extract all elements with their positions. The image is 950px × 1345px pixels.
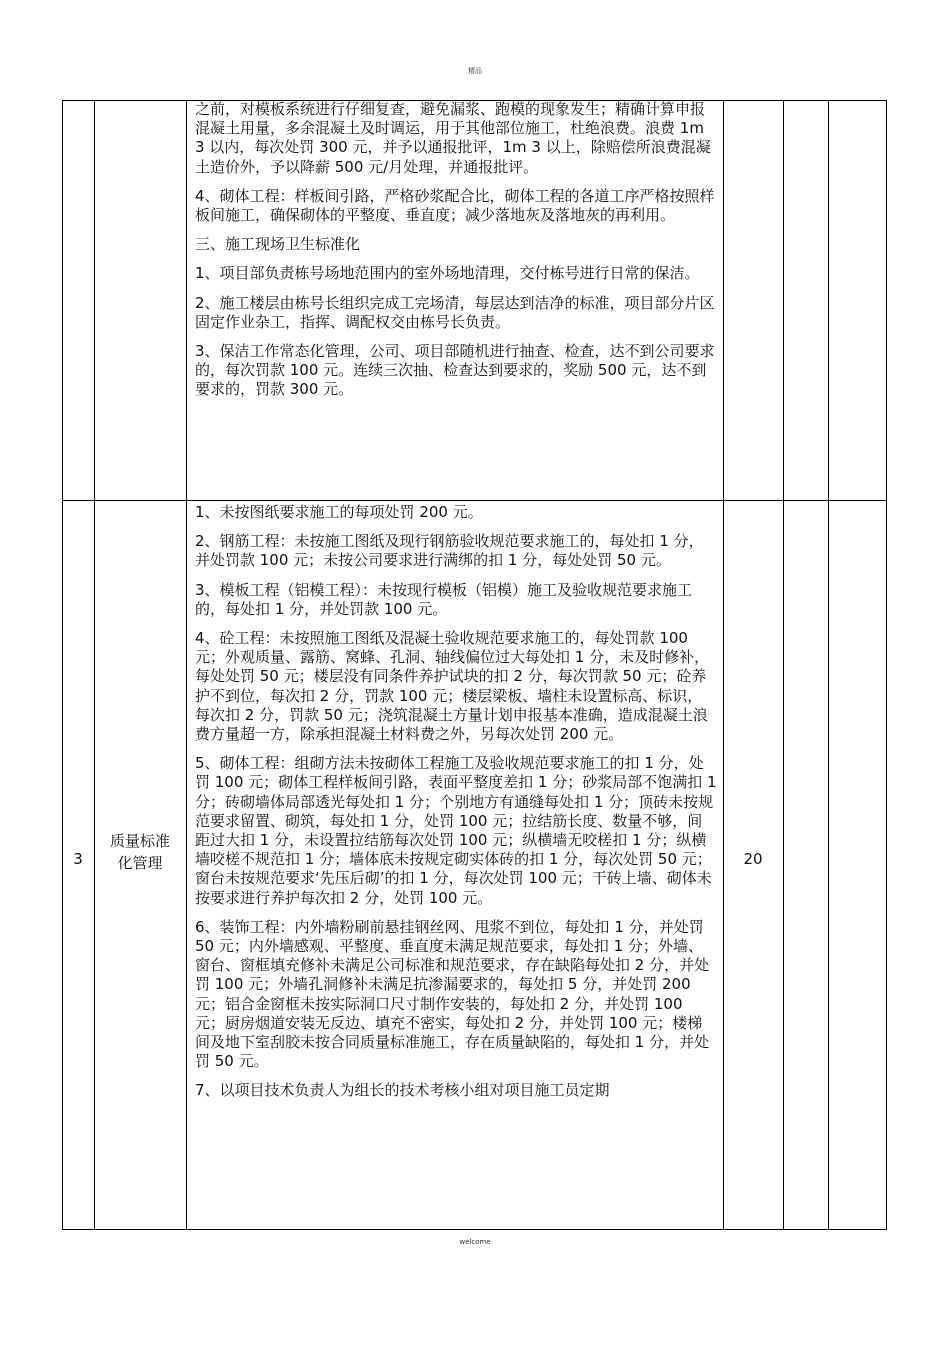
table-line-col3 xyxy=(723,100,724,1230)
row-category: 质量标准化管理 xyxy=(109,832,170,872)
paragraph: 2、钢筋工程：未按施工图纸及现行钢筋验收规范要求施工的，每处扣 1 分，并处罚款 100 元；未按公司要求进行满绑的扣 1 分，每处处罚 50 元。 xyxy=(195,532,704,570)
paragraph: 2、施工楼层由栋号长组织完成工完场清，每层达到洁净的标准，项目部分片区固定作业杂工，指挥、调配权交由栋号长负责。 xyxy=(195,293,715,331)
paragraph: 5、砌体工程：组砌方法未按砌体工程施工及验收规范要求施工的扣 1 分，处罚 100 元；砌体工程样板间引路，表面平整度差扣 1 分；砂浆局部不饱满扣 1 分；砖砌墙体局部透光每处扣 1 分；个别地方有通缝每处扣 1 分；顶砖未按规范要求留置、砌筑，每处扣 1 分，处罚 100 元；拉结筋长度、数量不够，间距过大扣 1 分，未设置拉结筋每次处罚 100 元；纵横墙无咬槎扣 1 分；纵横墙咬槎不规范扣 1 分；墙体底未按规定砌实体砖的扣 1 分，每次处罚 50 元；窗台未按规范要求‘先压后砌’的扣 1 分，每次处罚 100 元；干砖上墙、砌体未按要求进行养护每次扣 2 分，处罚 100 元。 xyxy=(195,754,717,907)
table-line-col2 xyxy=(186,100,187,1230)
section-heading: 三、施工现场卫生标准化 xyxy=(195,235,361,254)
paragraph: 1、项目部负责栋号场地范围内的室外场地清理，交付栋号进行日常的保洁。 xyxy=(195,264,700,283)
row-a-content xyxy=(195,100,717,498)
page-footer: welcome xyxy=(459,1238,491,1246)
paragraph: 3、模板工程（铝模工程）：未按现行模板（铝模）施工及验收规范要求施工的，每处扣 1 分，并处罚款 100 元。 xyxy=(195,580,693,618)
paragraph: 1、未按图纸要求施工的每项处罚 200 元。 xyxy=(195,503,483,521)
table-line-col5 xyxy=(828,100,829,1230)
paragraph: 之前，对模板系统进行仔细复查，避免漏浆、跑模的现象发生；精确计算申报混凝土用量，多余混凝土及时调运，用于其他部位施工，杜绝浪费。浪费 1m 3 以内，每次处罚 300 元，并予以通报批评，1m 3 以上，除赔偿所浪费混凝土造价外，予以降薪 500 元/月处理，并通报批评。 xyxy=(195,100,711,176)
paragraph: 4、砼工程：未按照施工图纸及混凝土验收规范要求施工的，每处罚款 100 元；外观质量、露筋、窝蜂、孔洞、轴线偏位过大每处扣 1 分，未及时修补，每处处罚 50 元；楼层没有同条件养护试块的扣 2 分，每次罚款 50 元；砼养护不到位，每次扣 2 分，罚款 100 元；楼层梁板、墙柱未设置标高、标识，每次扣 2 分，罚款 50 元；浇筑混凝土方量计划申报基本准确，造成混凝土浪费方量超一方，除承担混凝土材料费之外，另每次处罚 200 元。 xyxy=(195,629,710,744)
row-b-content xyxy=(195,503,717,1229)
table-line-col4 xyxy=(783,100,784,1230)
table-border-right xyxy=(886,100,887,1230)
paragraph: 4、砌体工程：样板间引路，严格砂浆配合比，砌体工程的各道工序严格按照样板间施工，确保砌体的平整度、垂直度；减少落地灰及落地灰的再利用。 xyxy=(195,186,715,225)
table-border-bottom xyxy=(62,1229,887,1230)
paragraph: 6、装饰工程：内外墙粉刷前悬挂钢丝网、甩浆不到位，每处扣 1 分，并处罚 50 元；内外墙感观、平整度、垂直度未满足规范要求，每处扣 1 分；外墙、窗台、窗框填充修补未满足公司标准和规范要求，存在缺陷每处扣 2 分，并处罚 100 元；外墙孔洞修补未满足抗渗漏要求的，每处扣 5 分，并处罚 200 元；铝合金窗框未按实际洞口尺寸制作安装的，每处扣 2 分，并处罚 100 元；厨房烟道安装无反边、填充不密实，每处扣 2 分，并处罚 100 元；楼梯间及地下室刮胶未按合同质量标准施工，存在质量缺陷的，每处扣 1 分，并处罚 50 元。 xyxy=(195,917,710,1071)
table-line-col1 xyxy=(94,100,95,1230)
row-index: 3 xyxy=(73,850,83,868)
table-row-divider xyxy=(62,500,887,501)
paragraph: 3、保洁工作常态化管理，公司、项目部随机进行抽查、检查，达不到公司要求的，每次罚款 100 元。连续三次抽、检查达到要求的，奖励 500 元，达不到要求的，罚款 300 元。 xyxy=(195,342,715,399)
page-header: 精品 xyxy=(468,67,482,75)
paragraph: 7、以项目技术负责人为组长的技术考核小组对项目施工员定期 xyxy=(195,1081,610,1100)
table-border-left xyxy=(62,100,63,1230)
row-score: 20 xyxy=(743,850,763,868)
